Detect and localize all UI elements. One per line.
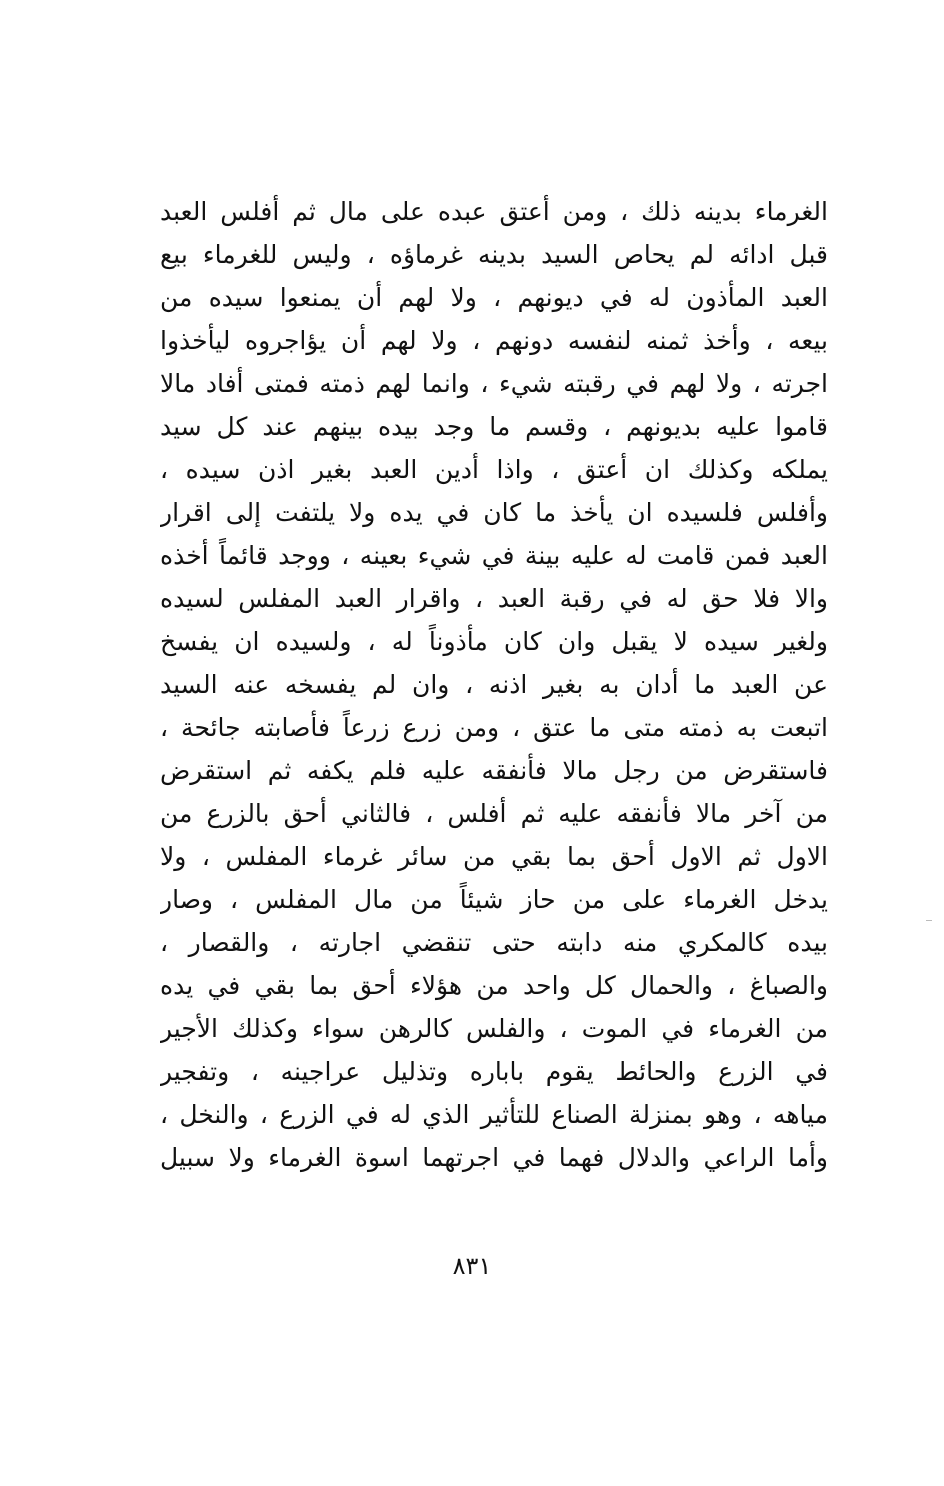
text-line: مياهه ، وهو بمنزلة الصناع للتأثير الذي له في الزرع ، والنخل ،	[160, 1100, 828, 1129]
text-line: من آخر مالا فأنفقه عليه ثم أفلس ، فالثاني أحق بالزرع من	[160, 799, 828, 828]
text-line: ولغير سيده لا يقبل وان كان مأذوناً له ، ولسيده ان يفسخ	[160, 627, 828, 656]
page-number: ٨٣١	[452, 1252, 492, 1280]
text-line: والصباغ ، والحمال كل واحد من هؤلاء أحق بما بقي في يده	[160, 971, 828, 1000]
text-line: وأما الراعي والدلال فهما في اجرتهما اسوة الغرماء ولا سبيل	[160, 1143, 828, 1172]
scan-edge-mark	[926, 920, 932, 921]
text-line: الغرماء بدينه ذلك ، ومن أعتق عبده على مال ثم أفلس العبد	[160, 197, 828, 226]
text-line: يملكه وكذلك ان أعتق ، واذا أدين العبد بغير اذن سيده ،	[160, 455, 828, 484]
text-line: والا فلا حق له في رقبة العبد ، واقرار العبد المفلس لسيده	[160, 584, 828, 613]
text-line: الاول ثم الاول أحق بما بقي من سائر غرماء المفلس ، ولا	[160, 842, 828, 871]
text-line: اجرته ، ولا لهم في رقبته شيء ، وانما لهم ذمته فمتى أفاد مالا	[160, 369, 828, 398]
body-text	[160, 190, 828, 1179]
text-line: عن العبد ما أدان به بغير اذنه ، وان لم يفسخه عنه السيد	[160, 670, 828, 699]
text-line: العبد المأذون له في ديونهم ، ولا لهم أن يمنعوا سيده من	[160, 283, 828, 312]
text-line: في الزرع والحائط يقوم باباره وتذليل عراجينه ، وتفجير	[160, 1057, 828, 1086]
text-line: بيعه ، وأخذ ثمنه لنفسه دونهم ، ولا لهم أن يؤاجروه ليأخذوا	[160, 326, 828, 355]
text-line: وأفلس فلسيده ان يأخذ ما كان في يده ولا يلتفت إلى اقرار	[160, 498, 828, 527]
text-line: من الغرماء في الموت ، والفلس كالرهن سواء وكذلك الأجير	[160, 1014, 828, 1043]
text-line: اتبعت به ذمته متى ما عتق ، ومن زرع زرعاً فأصابته جائحة ،	[160, 713, 828, 742]
text-line: قبل ادائه لم يحاص السيد بدينه غرماؤه ، وليس للغرماء بيع	[160, 240, 828, 269]
text-line: يدخل الغرماء على من حاز شيئاً من مال المفلس ، وصار	[160, 885, 828, 914]
text-line: قاموا عليه بديونهم ، وقسم ما وجد بيده بينهم عند كل سيد	[160, 412, 828, 441]
text-line: فاستقرض من رجل مالا فأنفقه عليه فلم يكفه ثم استقرض	[160, 756, 828, 785]
text-line: بيده كالمكري منه دابته حتى تنقضي اجارته ، والقصار ،	[160, 928, 828, 957]
text-line: العبد فمن قامت له عليه بينة في شيء بعينه ، ووجد قائماً أخذه	[160, 541, 828, 570]
